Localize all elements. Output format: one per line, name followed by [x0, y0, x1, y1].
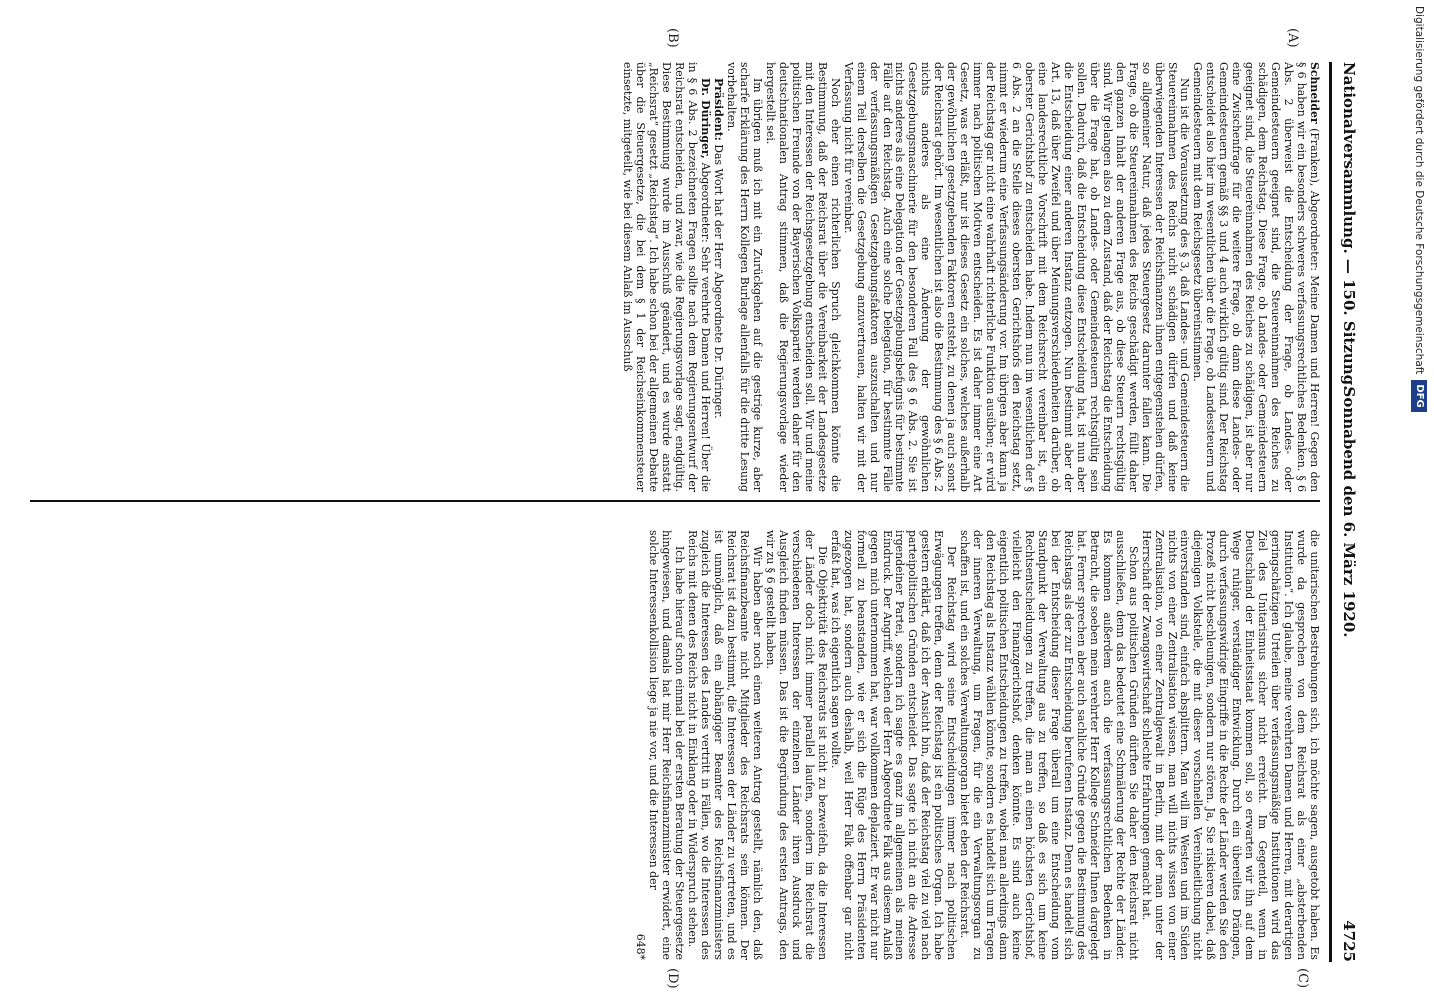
paragraph-text: (Franken), Abgeordneter: Meine Damen und Herren! Gegen den § 6 haben wir ein besonders schweres verfassungsrechtliches Bedenken. § 6 Abs. 2 überweist die Entscheidung der Frage, ob Landes- oder Gemeindesteuern geeignet sind, die Steuereinnahmen des Reiches zu schädigen, dem Reichstag. Diese Frage, ob Landes- oder Gemeindesteuern geeignet sind, die Steuereinnahmen des Reiches zu schädigen, ist aber nur eine Zwischenfrage für die weitere Frage, ob dann diese Landes- oder Gemeindesteuern gemäß §§ 3 und 4 auch wirklich gültig sind. Der Reichstag entscheidet also hier im wesentlichen über die Frage, ob Landessteuern und Gemeindesteuern mit dem Reichsgesetz übereinstimmen.: [1191, 62, 1321, 492]
speaker-name: Schneider: [1308, 62, 1321, 124]
margin-marker-c: (C): [1295, 968, 1310, 989]
paragraph: Schon aus politischen Gründen dürften Sie daher den Reichsrat nicht ausschließen, denn das bedeutet eine Schmälerung der Rechte der Länder. Es kommen außerdem auch die verfassungsrechtlichen Bedenken in Betracht, die soeben mein verehrter Herr Kollege Schneider Ihnen dargelegt hat. Ferner sprechen aber auch sachliche Gründe gegen die Bestimmung des Reichstags als der zur Entscheidung berufenen Instanz. Denn es handelt sich bei der Entscheidung dieser Frage überall um eine Entscheidung vom Standpunkt der Verwaltung aus zu treffen, so daß es sich um keine Rechtsentscheidungen zu treffen, die man an einen höchsten Gerichtshof, vielleicht den Finanzgerichtshof, denken könnte. Es sind auch keine eigentlich politischen Entscheidungen zu treffen, wobei man allerdings dann den Reichstag als Instanz wählen könnte, sondern es handelt sich um Fragen der inneren Verwaltung, um Fragen, für die ein Verwaltungsorgan zu schaffen ist, und ein solches Verwaltungsorgan bietet eben der Reichsrat.: [958, 530, 1140, 960]
paragraph-text: Abgeordneter: Sehr verehrte Damen und Herren! Über die in § 6 Abs. 2 bezeichneten Fragen sollte nach dem Regierungsentwurf der Reichsrat entscheiden, und zwar, wie die Regierungsvorlage sagt, endgültig. Diese Bestimmung wurde im Ausschuß geändert, und es wurde anstatt „Reichsrat“ gesetzt „Reichstag“. Ich habe schon bei der allgemeinen Debatte über die Steuergesetze, die bei dem § 1 der Reichseinkommensteuer einsetzte, mitgeteilt, wie bei diesem Anlaß im Ausschuß: [621, 62, 713, 492]
page-number: 4725: [1340, 920, 1358, 962]
paragraph: Noch eher einen richterlichen Spruch gleichkommen könnte die Bestimmung, daß der Reichsrat über die Vereinbarkeit der Landesgesetze mit den Interessen der Reichsgesetzgebung entscheiden soll. Wir und meine politischen Freunde von der Bayerischen Volkspartei werden daher für den deutschnationalen Antrag stimmen, daß die Regierungsvorlage wieder hergestellt sei.: [763, 62, 842, 492]
header-date: Sonnabend den 6. März 1920.: [1340, 386, 1358, 638]
paragraph: die unitarischen Bestrebungen sich, ich möchte sagen, ausgetobt haben. Es wurde da gesprochen von dem Reichsrat als einer „absterbenden Institution“. Ich glaube, meine verehrten Damen und Herren, mit derartigen geringschätzigen Urteilen über verfassungsmäßige Institutionen wird das Ziel des Unitarismus sicher nicht erreicht. Im Gegenteil, wenn in Deutschland der Einheitsstaat kommen soll, so erwarten wir ihn auf dem Wege ruhiger, verständiger Entwicklung. Durch ein übereiltes Drängen, durch verfassungswidrige Eingriffe in die Rechte der Länder werden Sie den Prozeß nicht beschleunigen, sondern nur stören. Ja, Sie riskieren dabei, daß diejenigen Volksteile, die mit dieser vorschnellen Vereinheitlichung nicht einverstanden sind, einfach absplittern. Man will im Westen und im Süden nichts von einer Zentralisation wissen, man will nichts wissen von einer Zentralisation, von einer Zentralgewalt in Berlin, mit der man unter der Herrschaft der Zwangswirtschaft schlechte Erfahrungen gemacht hat.: [1139, 530, 1321, 960]
paragraph: Nun ist die Voraussetzung des § 3, daß Landes- und Gemeindesteuern die Steuereinnahmen des Reichs nicht schädigen dürfen und daß keine überwiegenden Interessen der Reichsfinanzen ihnen entgegenstehen dürfen, so allgemeiner Natur, daß jedes Steuergesetz darunter fallen kann. Die Frage, ob die Steuereinnahmen des Reichs geschädigt werden, füllt daher den ganzen Inhalt der anderen Frage aus, ob diese Steuern rechtsgültig sind. Wir gelangen also zu dem Zustand, daß der Reichstag die Entscheidung über die Frage hat, ob Landes- oder Gemeindesteuern rechtsgültig sein sollen. Dadurch, daß die Entscheidung diese Entscheidung hat, ist nun aber die Entscheidung einer anderen Instanz entzogen. Nun bestimmt aber der Art. 13, daß über Zweifel und über Meinungsverschiedenheiten darüber, ob eine landesrechtliche Vorschrift mit dem Reichsrecht vereinbar ist, ein oberster Gerichtshof zu entscheiden habe. Indem nun im wesentlichen der § 6 Abs. 2 an die Stelle dieses obersten Gerichtshofs den Reichstag setzt, nimmt er wiederum eine Verfassungsänderung vor. Im übrigen aber kann ja der Reichstag gar nicht eine wahrhaft richterliche Funktion ausüben; er wird immer nach politischen Motiven entscheiden. Es ist daher immer eine Art Gesetz, was er erläßt, nur ist dieses Gesetz ein solches, welches außerhalb der gewöhnlichen gesetzgebenden Faktoren entsteht, zu denen ja auch sonst der Reichsrat gehört. Im wesentlichen ist also die Bestimmung des § 6 Abs. 2 nichts anderes als eine Änderung der gewöhnlichen Gesetzgebungsmaschinerie für den besonderen Fall des § 6 Abs. 2. Sie ist nichts anderes als eine Delegation der Gesetzgebungsbefugnis für bestimmte Fälle auf den Reichstag. Auch eine solche Delegation, für bestimmte Fälle der verfassungsmäßigen Gesetzgebungsfaktoren auszuschalten und nur einem Teil derselben die Gesetzgebung anzuvertrauen, halten wir mit der Verfassung nicht für vereinbar.: [841, 62, 1192, 492]
header-session-title: Nationalversammlung. — 150. Sitzung.: [1340, 62, 1358, 391]
dfg-logo: DFG: [1411, 380, 1427, 411]
paragraph: Im übrigen muß ich mit ein Zurückgehen auf die gestrige kurze, aber scharfe Erklärung des Herrn Kollegen Burlage allenfalls für die dritte Lesung vorbehalten.: [725, 62, 765, 492]
speaker-name: Dr. Düringer,: [699, 78, 713, 159]
credit-text: Digitalisierung gefördert durch die Deutsche Forschungsgemeinschaft: [1413, 6, 1425, 375]
column-divider: [30, 500, 1320, 502]
margin-marker-b: (B): [665, 28, 680, 48]
speaker-name: Präsident:: [712, 78, 726, 141]
left-column: [30, 62, 1320, 492]
paragraph: Die Objektivität des Reichsrats ist nicht zu bezweifeln, da die Interessen der Länder doch nicht immer parallel laufen, sondern im Reichsrat die verschiedenen Interessen der einzelnen Länder ihren Ausdruck und Ausgleich finden müssen. Das ist die Begründung des ersten Antrags, den wir zu § 6 gestellt haben.: [763, 530, 829, 960]
margin-marker-d: (D): [665, 968, 680, 989]
paragraph: [711, 62, 724, 492]
digitization-credit: [1408, 6, 1430, 996]
paragraph: Ich habe hierauf schon einmal bei der ersten Beratung der Steuergesetze hingewiesen, und damals hat mir Herr Reichsfinanzminister erwidert, eine solche Interessenkollision liege ja nie vor, und die Interessen der: [647, 530, 687, 960]
page-header: [1329, 62, 1370, 962]
paragraph: Der Reichstag wird seine Entscheidungen immer nach politischen Erwägungen treffen, denn der Reichstag ist ein politisches Organ. Ich habe gestern erklärt, daß ich der Ansicht bin, daß der Reichstag viel zu viel nach parteipolitischen Gründen entscheidet. Das sagte ich nicht an die Adresse irgendeiner Partei, sondern ich sagte es ganz im allgemeinen als meinen Eindruck. Der Angriff, welchen der Herr Abgeordnete Falk aus diesem Anlaß gegen mich unternommen hat, war vollkommen deplaziert. Er war nicht nur formell zu beanstanden, wie er sich die Rüge des Herrn Präsidenten zugezogen hat, sondern auch deshalb, weil Herr Falk offenbar gar nicht erfaßt hat, was ich eigentlich sagen wollte.: [828, 530, 959, 960]
paragraph: [621, 62, 712, 492]
catchword: 648*: [634, 933, 648, 960]
right-column: [30, 530, 1320, 960]
paragraph-text: Das Wort hat der Herr Abgeordnete Dr. Düringer.: [712, 140, 726, 419]
margin-marker-a: (A): [1285, 28, 1300, 48]
paragraph: [1190, 62, 1320, 492]
paragraph: Wir haben aber noch einen weiteren Antrag gestellt, nämlich den, daß Reichsfinanzbeamte nicht Mitglieder des Reichsrats sein können. Der Reichsrat ist dazu bestimmt, die Interessen der Länder zu vertreten, und es ist unmöglich, daß ein abhängiger Beamter des Reichsfinanzministers zugleich die Interessen des Landes vertritt in Fällen, wo die Interessen des Reichs mit denen des Reichs nicht in Einklang oder in Widerspruch stehen.: [686, 530, 765, 960]
